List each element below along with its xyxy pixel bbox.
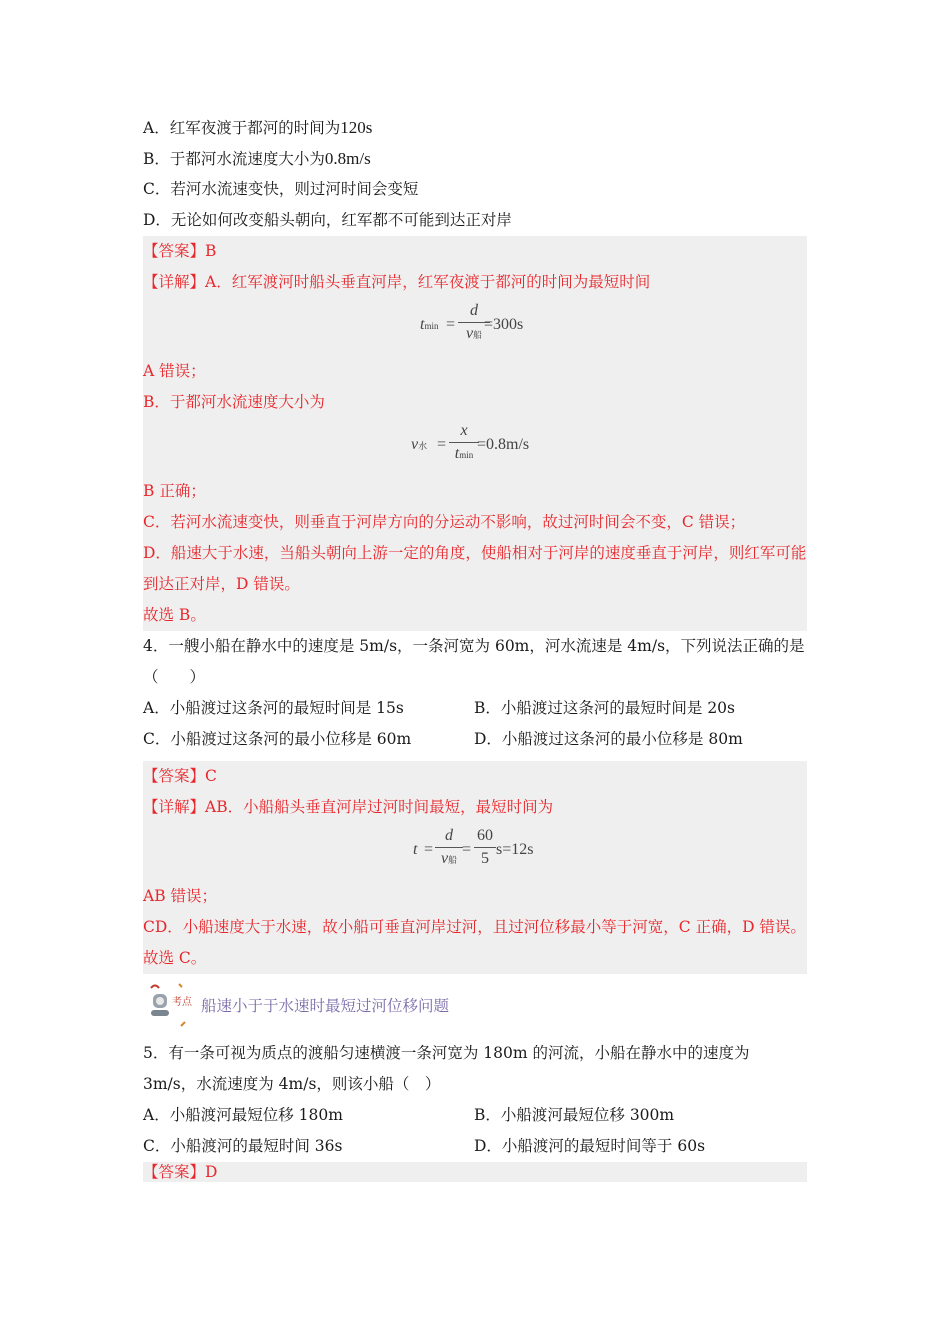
- q5-option-b: B．小船渡河最短位移 300m: [474, 1106, 675, 1124]
- q3-option-d: D．无论如何改变船头朝向，红军都不可能到达正对岸: [143, 211, 512, 229]
- q3-formula-2: v水 = x tmin =0.8m/s: [411, 422, 530, 462]
- q3-answer: 【答案】B: [143, 242, 217, 260]
- q4-cd-text: CD．小船速度大于水速，故小船可垂直河岸过河，且过河位移最小等于河宽，C 正确，D 错误。: [143, 918, 806, 936]
- q5-stem: 5．有一条可视为质点的渡船匀速横渡一条河宽为 180m 的河流，小船在静水中的速度为 3m/s，水流速度为 4m/s，则该小船（ ）: [143, 1044, 750, 1093]
- q4-solution-block: [143, 761, 807, 974]
- keypoint-title: 船速小于于水速时最短过河位移问题: [201, 997, 450, 1015]
- q3-option-c: C．若河水流速变快，则过河时间会变短: [143, 180, 419, 198]
- q3-d-text: D．船速大于水速，当船头朝向上游一定的角度，使船相对于河岸的速度垂直于河岸，则红军可能到达正对岸，D 错误。: [143, 544, 807, 593]
- q3-formula-1: tmin = d v船 =300s: [420, 302, 524, 342]
- q4-ab-wrong: AB 错误；: [143, 887, 218, 905]
- keypoint-icon: [145, 980, 192, 1032]
- q5-options-row-2: [143, 1131, 807, 1162]
- q4-option-d: D．小船渡过这条河的最小位移是 80m: [474, 730, 743, 748]
- q3-solution-block: [143, 236, 807, 631]
- keypoint-heading: [143, 974, 807, 1038]
- svg-text:考点: 考点: [172, 997, 192, 1008]
- q5-options-row-1: [143, 1100, 807, 1131]
- q4-options-row-1: [143, 693, 807, 724]
- q4-option-b: B．小船渡过这条河的最短时间是 20s: [474, 699, 735, 717]
- q4-conclusion: 故选 C。: [143, 949, 207, 967]
- q4-answer: 【答案】C: [143, 767, 217, 785]
- q5-option-c: C．小船渡河的最短时间 36s: [143, 1137, 343, 1155]
- q4-formula: t = d v船 = 60 5 s=12s: [413, 827, 534, 867]
- q3-option-b: B．于都河水流速度大小为0.8m/s: [143, 149, 371, 168]
- q5-option-a: A．小船渡河最短位移 180m: [143, 1106, 343, 1124]
- q3-b-text: B．于都河水流速度大小为: [143, 393, 325, 411]
- content: [143, 112, 807, 1182]
- q3-a-wrong: A 错误；: [143, 362, 206, 380]
- q3-option-a: A．红军夜渡于都河的时间为120s: [143, 118, 373, 137]
- q5-option-d: D．小船渡河的最短时间等于 60s: [474, 1137, 706, 1155]
- q3-detail: 【详解】A．红军渡河时船头垂直河岸，红军夜渡于都河的时间为最短时间: [143, 273, 651, 291]
- q5-solution-block: [143, 1162, 807, 1182]
- q4-stem: 4．一艘小船在静水中的速度是 5m/s，一条河宽为 60m，河水流速是 4m/s，下列说法正确的是（ ）: [143, 637, 805, 686]
- q3-c-text: C．若河水流速变快，则垂直于河岸方向的分运动不影响，故过河时间会不变，C 错误；: [143, 513, 746, 531]
- q4-option-c: C．小船渡过这条河的最小位移是 60m: [143, 730, 412, 748]
- q3-b-right: B 正确；: [143, 482, 206, 500]
- q4-detail: 【详解】AB．小船船头垂直河岸过河时间最短，最短时间为: [143, 798, 554, 816]
- q3-conclusion: 故选 B。: [143, 606, 206, 624]
- q4-options-row-2: [143, 724, 807, 755]
- q4-option-a: A．小船渡过这条河的最短时间是 15s: [143, 699, 404, 717]
- q5-answer: 【答案】D: [143, 1163, 218, 1181]
